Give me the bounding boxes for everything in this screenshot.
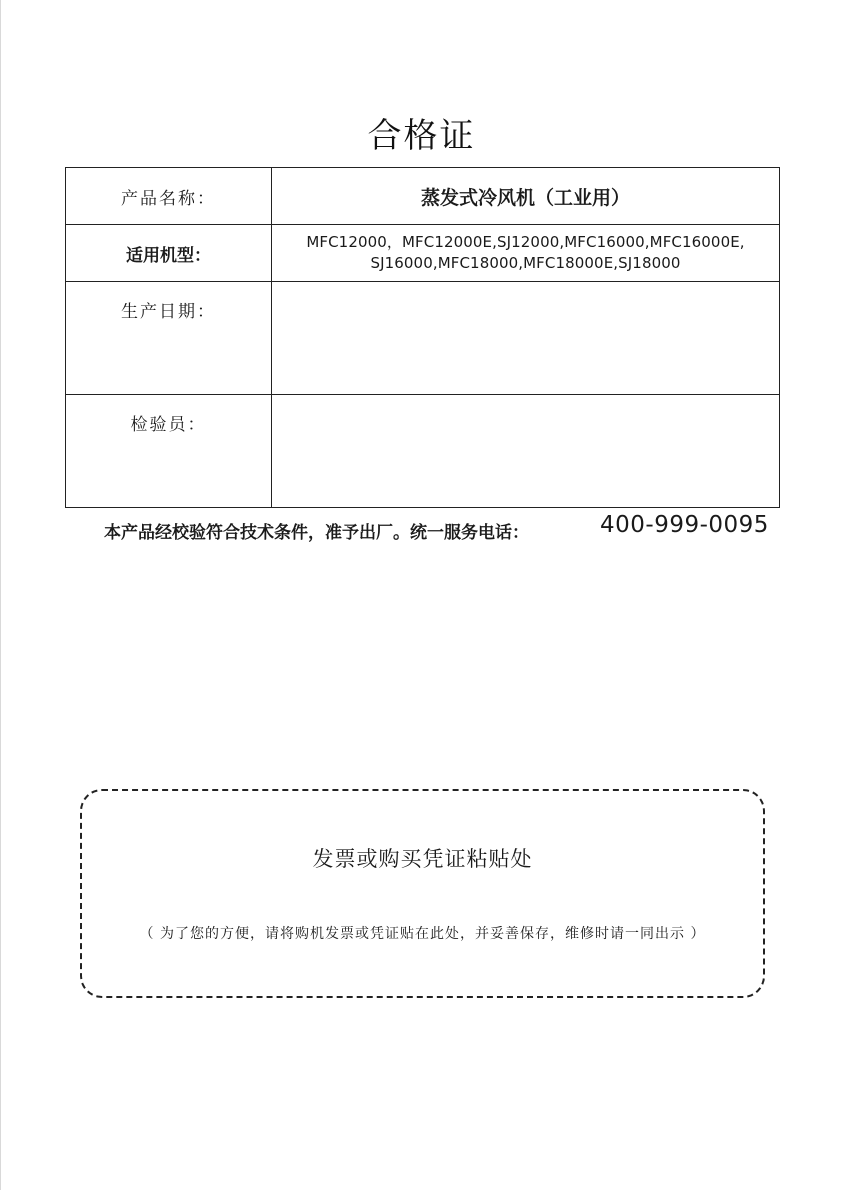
- row-product-name: [66, 168, 780, 225]
- release-note-text: 本产品经校验符合技术条件，准予出厂。统一服务电话：: [104, 523, 529, 543]
- receipt-instruction: （ 为了您的方便，请将购机发票或凭证贴在此处，并妥善保存，维修时请一同出示 ）: [139, 926, 706, 942]
- models-line-1: MFC12000，MFC12000E,SJ12000,MFC16000,MFC16000E,: [306, 233, 745, 251]
- inspector-value: [272, 395, 780, 508]
- production-date-label: 生产日期：: [66, 282, 272, 395]
- product-name-label: 产品名称：: [66, 168, 272, 225]
- row-models: [66, 225, 780, 282]
- row-inspector: [66, 395, 780, 508]
- certificate-table: [65, 167, 780, 508]
- receipt-title: 发票或购买凭证粘贴处: [312, 847, 533, 871]
- models-value: [272, 225, 780, 282]
- inspector-label: 检验员：: [66, 395, 272, 508]
- row-production-date: [66, 282, 780, 395]
- production-date-value: [272, 282, 780, 395]
- models-label: 适用机型：: [66, 225, 272, 282]
- certificate-title: 合格证: [367, 116, 476, 156]
- service-phone: 400-999-0095: [600, 512, 769, 538]
- product-name-value: 蒸发式冷风机（工业用）: [272, 168, 780, 225]
- receipt-paste-area: [80, 789, 765, 998]
- models-line-2: SJ16000,MFC18000,MFC18000E,SJ18000: [370, 254, 681, 272]
- page-left-edge: [0, 0, 1, 1190]
